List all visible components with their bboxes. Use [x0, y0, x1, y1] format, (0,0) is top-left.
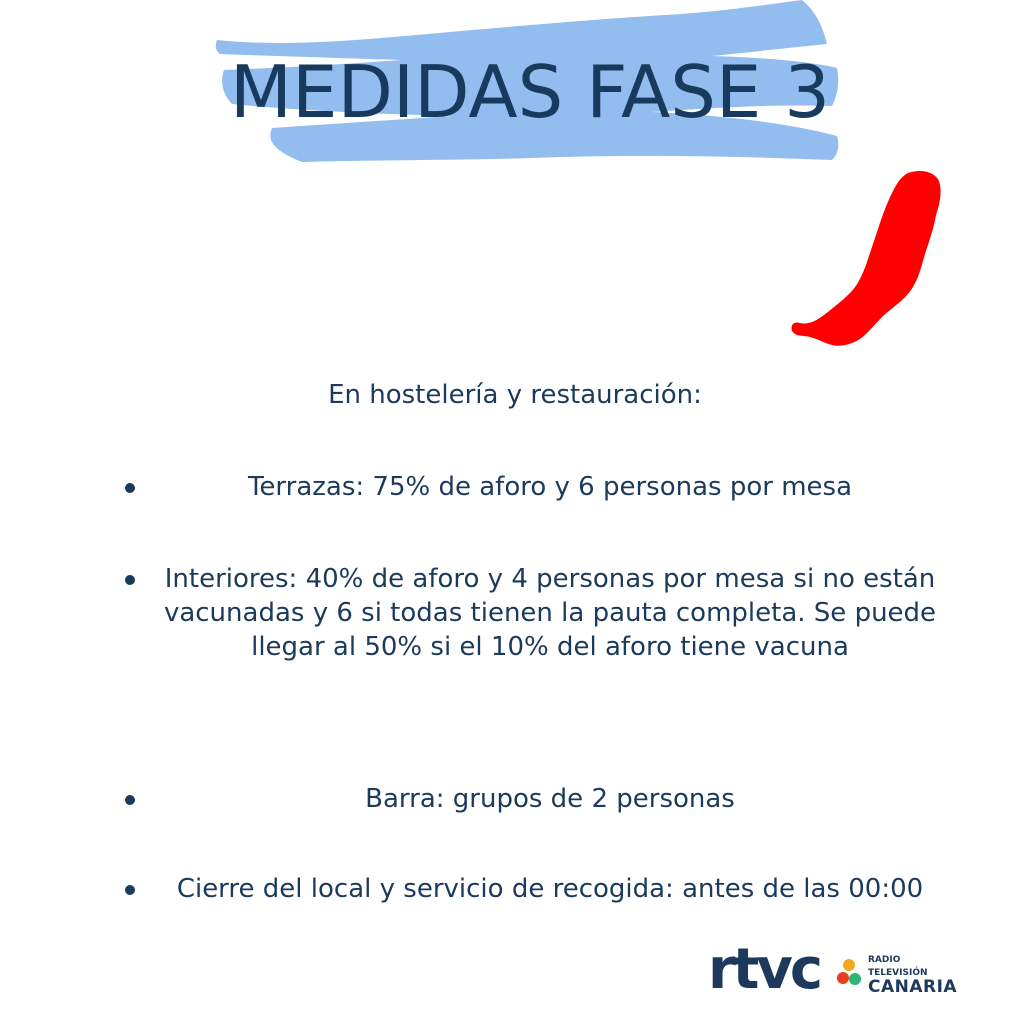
bullet-icon [125, 885, 135, 895]
page-title: MEDIDAS FASE 3 [229, 50, 831, 134]
rtvc-logo [708, 937, 958, 1004]
logo-line-radio: RADIO [868, 955, 901, 965]
list-item-text: Barra: grupos de 2 personas [365, 784, 735, 814]
rtvc-color-dots-icon [836, 958, 862, 988]
bullet-icon [125, 575, 135, 585]
logo-wordmark: rtvc [708, 937, 821, 1002]
logo-line-television: TELEVISIÓN [868, 968, 928, 978]
list-item-text: Cierre del local y servicio de recogida: antes de las 00:00 [176, 874, 924, 904]
bullet-icon [125, 795, 135, 805]
fuerteventura-island-shape [780, 165, 950, 355]
bullet-icon [125, 483, 135, 493]
list-item-text: Terrazas: 75% de aforo y 6 personas por mesa [247, 472, 853, 502]
intro-text: En hostelería y restauración: [328, 380, 702, 410]
list-item-text: Interiores: 40% de aforo y 4 personas por mesa si no están vacunadas y 6 si todas tienen la pauta completa. Se puede llegar al 50% si el 10% del aforo tiene vacuna [163, 564, 937, 662]
logo-line-canaria: CANARIA [868, 977, 958, 997]
